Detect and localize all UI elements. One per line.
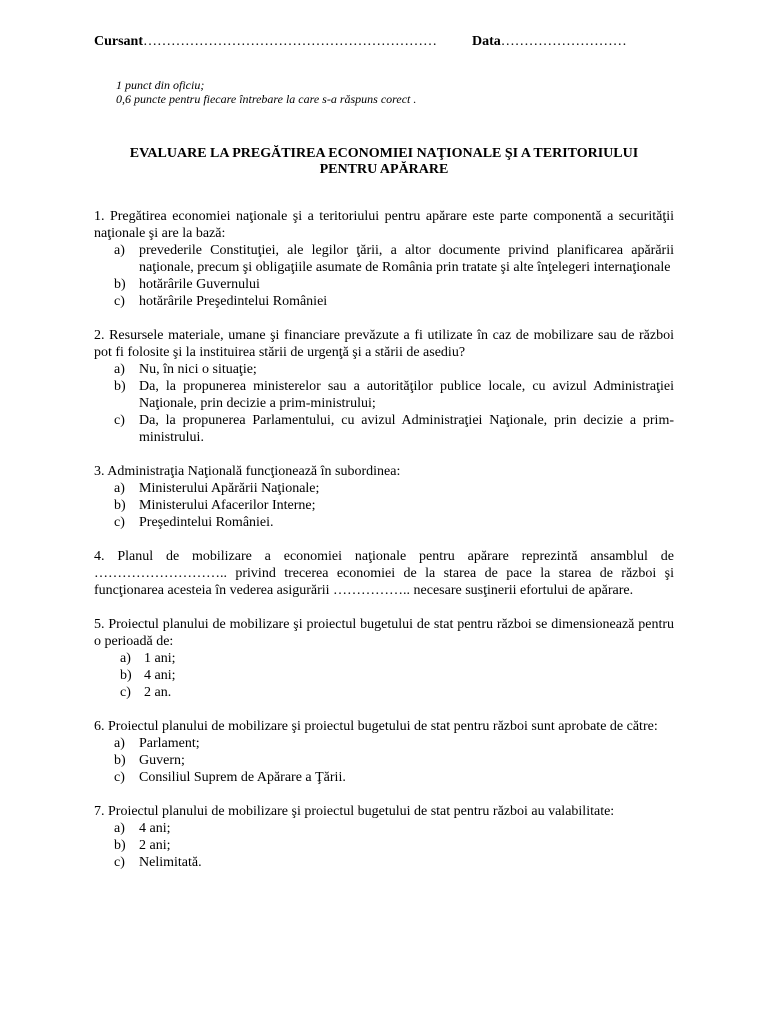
cursant-field[interactable]: ……………………………………………………… <box>143 34 438 49</box>
options-list <box>94 242 674 310</box>
option-text: Consiliul Suprem de Apărare a Ţării. <box>139 770 346 785</box>
option-b[interactable] <box>94 667 674 684</box>
option-text: 1 ani; <box>144 651 176 666</box>
option-b[interactable] <box>94 276 674 293</box>
options-list <box>94 735 674 786</box>
option-letter: a) <box>114 481 125 496</box>
option-letter: a) <box>114 736 125 751</box>
options-list <box>94 361 674 446</box>
question-3 <box>94 463 674 531</box>
option-letter: c) <box>114 855 125 870</box>
date-label: Data <box>472 34 501 49</box>
option-a[interactable] <box>94 735 674 752</box>
page-title <box>94 146 674 178</box>
option-c[interactable] <box>94 769 674 786</box>
option-a[interactable] <box>94 361 674 378</box>
options-list <box>94 820 674 871</box>
option-letter: b) <box>114 379 126 394</box>
question-5 <box>94 616 674 701</box>
note-line: 1 punct din oficiu; <box>116 78 205 92</box>
question-text: 6. Proiectul planului de mobilizare şi proiectul bugetului de stat pentru război sunt aprobate de către: <box>94 719 658 734</box>
option-letter: a) <box>120 651 131 666</box>
option-letter: c) <box>120 685 131 700</box>
option-letter: b) <box>120 668 132 683</box>
title-line: EVALUARE LA PREGĂTIREA ECONOMIEI NAŢIONALE ŞI A TERITORIULUI <box>129 146 639 161</box>
option-b[interactable] <box>94 497 674 514</box>
question-text: 2. Resursele materiale, umane şi financiare prevăzute a fi utilizate în caz de mobilizare sau de război pot fi folosite şi la instituirea stării de urgenţă şi a stării de asediu? <box>94 328 674 360</box>
option-text: Guvern; <box>139 753 185 768</box>
date-field[interactable]: ……………………… <box>500 34 627 49</box>
option-letter: a) <box>114 821 125 836</box>
option-c[interactable] <box>94 293 674 310</box>
option-text: Preşedintelui României. <box>139 515 274 530</box>
option-text: 4 ani; <box>144 668 176 683</box>
option-b[interactable] <box>94 837 674 854</box>
option-c[interactable] <box>94 514 674 531</box>
option-c[interactable] <box>94 854 674 871</box>
option-text: 4 ani; <box>139 821 171 836</box>
option-letter: b) <box>114 277 126 292</box>
question-4 <box>94 548 674 599</box>
title-line: PENTRU APĂRARE <box>319 162 449 177</box>
option-letter: c) <box>114 413 125 428</box>
option-text: prevederile Constituţiei, ale legilor ţării, a altor documente privind planificarea apărării naţionale, precum şi obligaţiile asumate de România prin tratate şi alte înţelegeri internaţionale <box>139 243 674 275</box>
date-field-group <box>472 33 627 50</box>
question-1 <box>94 208 674 310</box>
question-text: 7. Proiectul planului de mobilizare şi proiectul bugetului de stat pentru război au valabilitate: <box>94 804 615 819</box>
option-b[interactable] <box>94 378 674 412</box>
option-text: hotărârile Preşedintelui României <box>139 294 328 309</box>
options-list <box>94 650 674 701</box>
option-text: Ministerului Apărării Naţionale; <box>139 481 320 496</box>
question-text: 3. Administraţia Naţională funcţionează în subordinea: <box>94 464 401 479</box>
option-a[interactable] <box>94 820 674 837</box>
option-text: Da, la propunerea ministerelor sau a autorităţilor publice locale, cu avizul Administraţiei Naţionale, prin decizie a prim-ministrului; <box>139 379 674 411</box>
cursant-label: Cursant <box>94 34 144 49</box>
question-text: 4. Planul de mobilizare a economiei naţionale pentru apărare reprezintă ansamblul de ……………………….. privind trecerea economiei de la starea de pace la starea de război şi funcţionarea acesteia în vederea asigurării …………….. necesare susţinerii efortului de apărare. <box>94 549 674 598</box>
option-letter: b) <box>114 838 126 853</box>
question-text: 5. Proiectul planului de mobilizare şi proiectul bugetului de stat pentru război se dimensionează pentru o perioadă de: <box>94 617 674 649</box>
option-a[interactable] <box>94 650 674 667</box>
option-letter: a) <box>114 362 125 377</box>
option-letter: b) <box>114 753 126 768</box>
question-2 <box>94 327 674 446</box>
option-letter: c) <box>114 294 125 309</box>
header <box>94 33 694 50</box>
option-letter: c) <box>114 515 125 530</box>
option-c[interactable] <box>94 684 674 701</box>
scoring-notes <box>116 78 416 106</box>
option-text: Nelimitată. <box>139 855 202 870</box>
option-letter: c) <box>114 770 125 785</box>
option-text: Da, la propunerea Parlamentului, cu avizul Administraţiei Naţionale, prin decizie a prim-ministrului. <box>139 413 674 445</box>
option-text: 2 an. <box>144 685 172 700</box>
option-text: Ministerului Afacerilor Interne; <box>139 498 316 513</box>
question-7 <box>94 803 674 871</box>
option-c[interactable] <box>94 412 674 446</box>
option-a[interactable] <box>94 480 674 497</box>
questions-list <box>94 208 674 888</box>
question-text: 1. Pregătirea economiei naţionale şi a teritoriului pentru apărare este parte componentă a securităţii naţionale şi are la bază: <box>94 209 674 241</box>
option-letter: a) <box>114 243 125 258</box>
option-b[interactable] <box>94 752 674 769</box>
question-6 <box>94 718 674 786</box>
option-letter: b) <box>114 498 126 513</box>
option-text: hotărârile Guvernului <box>139 277 260 292</box>
option-text: Nu, în nici o situaţie; <box>139 362 257 377</box>
option-text: Parlament; <box>139 736 200 751</box>
option-text: 2 ani; <box>139 838 171 853</box>
option-a[interactable] <box>94 242 674 276</box>
options-list <box>94 480 674 531</box>
note-line: 0,6 puncte pentru fiecare întrebare la care s-a răspuns corect . <box>116 92 417 106</box>
